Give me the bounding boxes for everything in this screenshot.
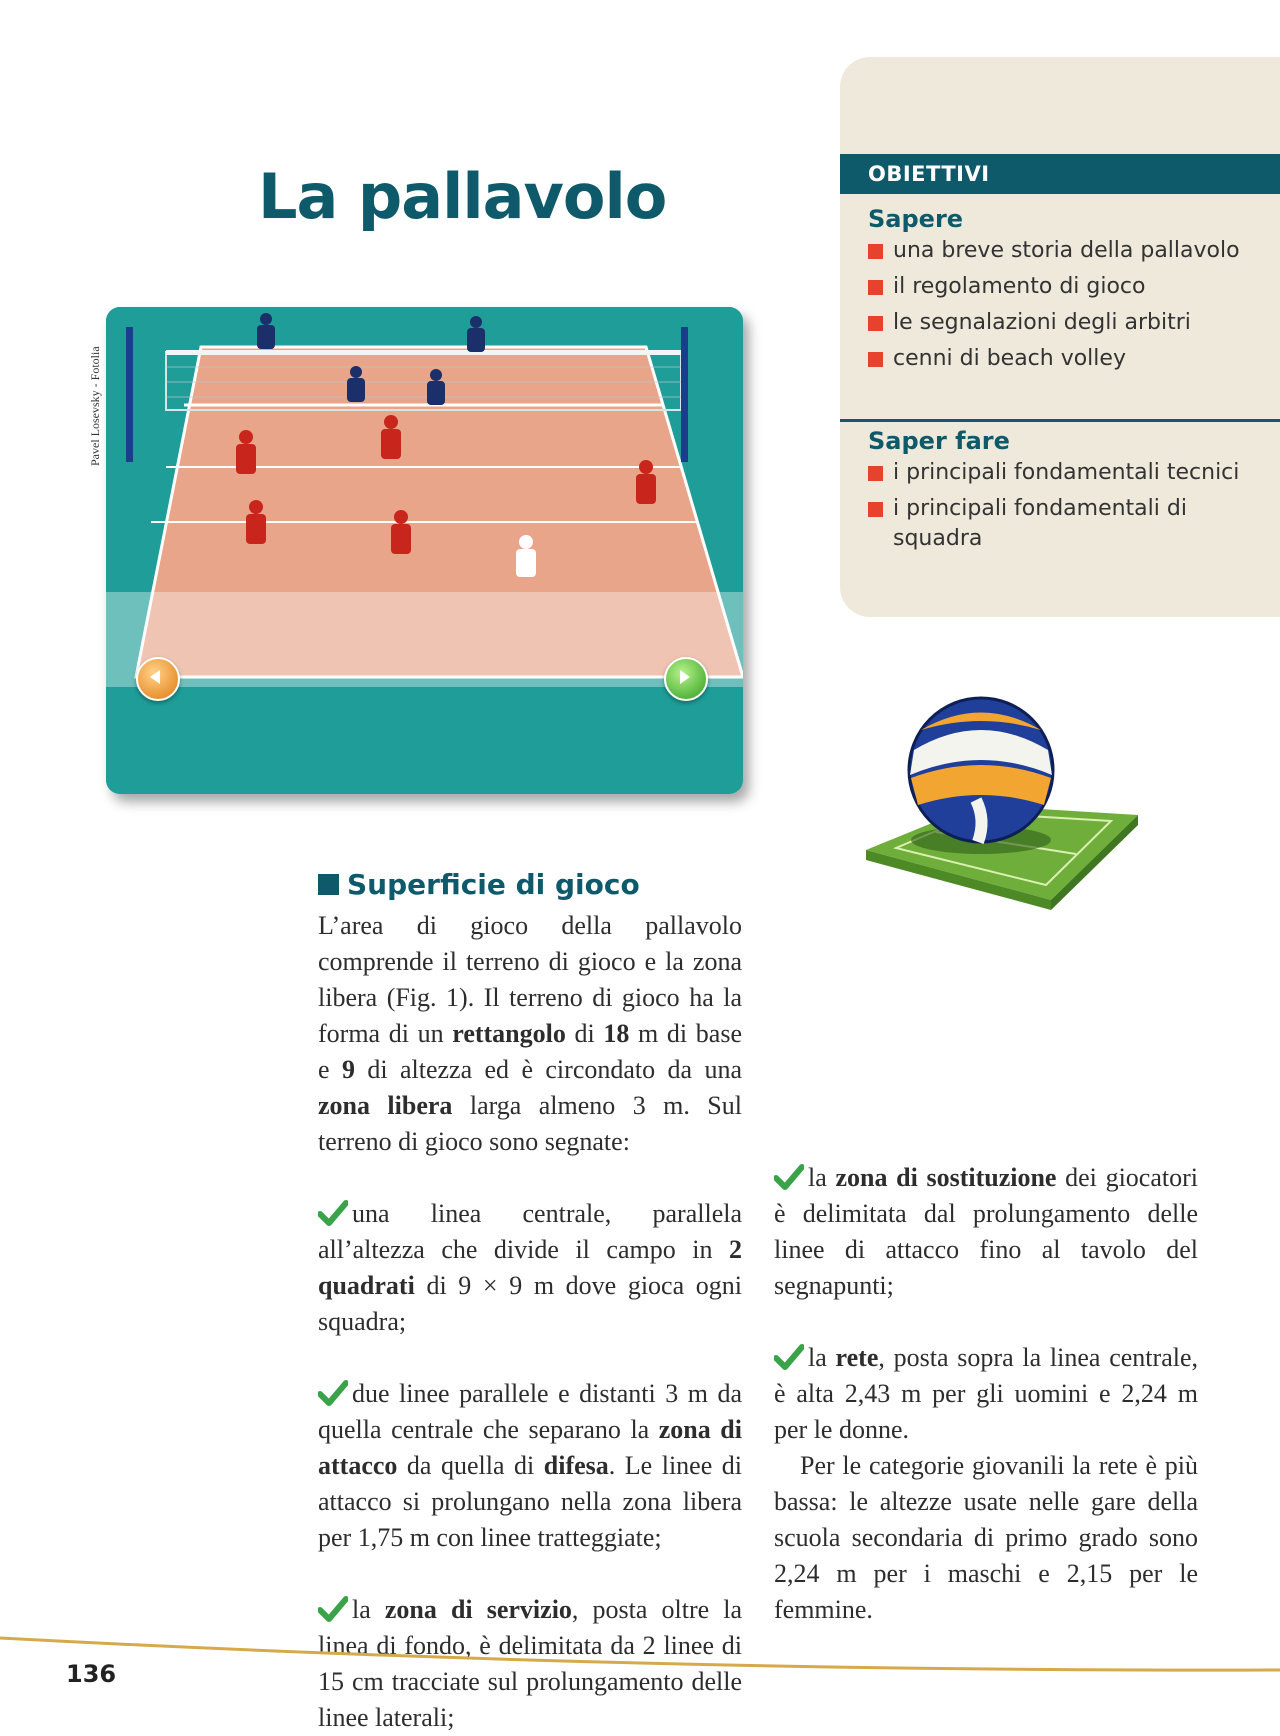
bullet-square-icon (868, 352, 883, 367)
volleyball-on-court-illustration (866, 690, 1146, 920)
checkmark-icon (318, 1200, 348, 1226)
arrow-right-icon (674, 667, 694, 687)
text-column-right (774, 1160, 1198, 1628)
bullet-square-icon (868, 244, 883, 259)
bullet-square-icon (868, 280, 883, 295)
list-item: una linea centrale, parallela all’altezza che divide il campo in 2 quadrati di 9 × 9 m dove gioca ogni squadra; (318, 1199, 742, 1336)
checkmark-icon (774, 1164, 804, 1190)
objectives-sapere-list (868, 236, 1268, 380)
intro-paragraph: L’area di gioco della pallavolo comprende il terreno di gioco e la zona libera (Fig. 1). Il terreno di gioco ha la forma di un rettangolo di 18 m di base e 9 di altezza ed è circondato da una zona libera larga almeno 3 m. Sul terreno di gioco sono segnate: (318, 911, 742, 1156)
list-item: una breve storia della pallavolo (868, 236, 1268, 266)
arrow-left-icon (146, 667, 166, 687)
objectives-sapere-label: Sapere (868, 205, 964, 233)
checkmark-icon (318, 1380, 348, 1406)
volleyball-photo-slideshow (106, 307, 743, 794)
text-column-left (318, 908, 742, 1736)
list-item: la zona di sostituzione dei giocatori è delimitata dal prolungamento delle linee di attacco fino al tavolo del segnapunti; (774, 1163, 1198, 1300)
footer-rule (0, 1630, 1280, 1680)
objectives-header-label: OBIETTIVI (868, 162, 990, 186)
photo-credit: Pavel Losevsky - Fotolia (88, 346, 102, 466)
previous-slide-button[interactable] (136, 657, 180, 701)
bullet-square-icon (868, 466, 883, 481)
list-item: due linee parallele e distanti 3 m da quella centrale che separano la zona di attacco da quella di difesa. Le linee di attacco si prolungano nella zona libera per 1,75 m con linee tratteggiate; (318, 1379, 742, 1552)
objectives-saper-fare-label: Saper fare (868, 427, 1010, 455)
objectives-header (840, 154, 1280, 194)
volleyball-court-photo (106, 307, 743, 794)
heading-square-icon (318, 874, 339, 895)
next-slide-button[interactable] (664, 657, 708, 701)
list-item: cenni di beach volley (868, 344, 1268, 374)
list-item: i principali fondamentali di squadra (868, 494, 1268, 554)
checkmark-icon (774, 1344, 804, 1370)
list-item: le segnalazioni degli arbitri (868, 308, 1268, 338)
section-heading: Superficie di gioco (318, 868, 640, 901)
page-title: La pallavolo (258, 160, 667, 233)
list-item: il regolamento di gioco (868, 272, 1268, 302)
list-item: la zona di servizio, posta oltre la linea di fondo, è delimitata da 2 linee di 15 cm tracciate sul prolungamento delle linee laterali; (318, 1595, 742, 1732)
page-number: 136 (66, 1660, 117, 1688)
bullet-square-icon (868, 502, 883, 517)
objectives-divider (840, 419, 1280, 422)
bullet-square-icon (868, 316, 883, 331)
checkmark-icon (318, 1596, 348, 1622)
list-item: la rete, posta sopra la linea centrale, è alta 2,43 m per gli uomini e 2,24 m per le donne. (774, 1343, 1198, 1444)
closing-paragraph: Per le categorie giovanili la rete è più bassa: le altezze usate nelle gare della scuola secondaria di primo grado sono 2,24 m per i maschi e 2,15 per le femmine. (774, 1451, 1198, 1624)
list-item: i principali fondamentali tecnici (868, 458, 1268, 488)
objectives-saper-fare-list (868, 458, 1268, 560)
